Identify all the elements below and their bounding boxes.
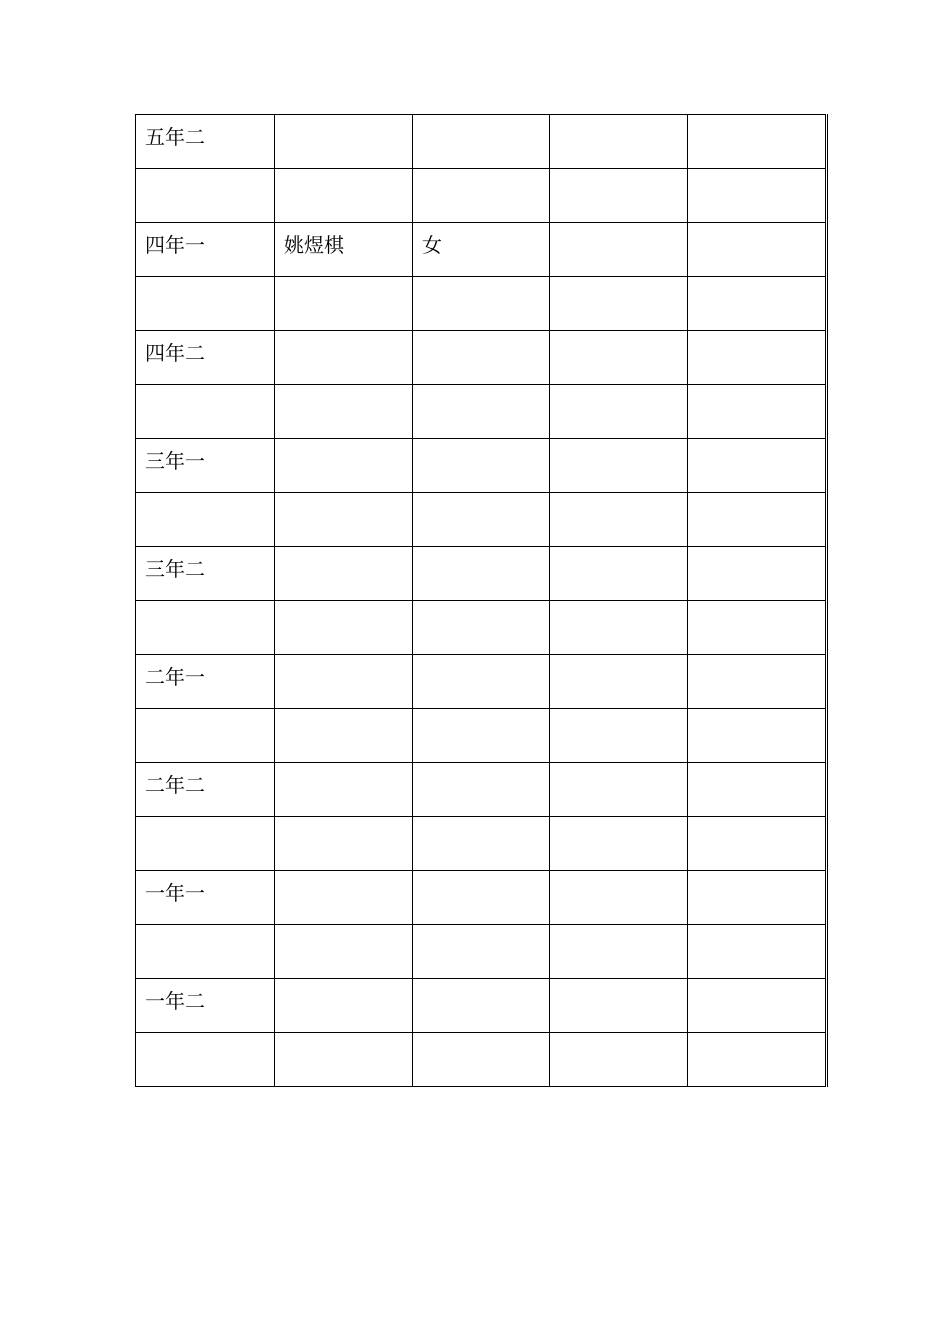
table-row	[136, 655, 827, 709]
cell-text	[422, 763, 549, 775]
cell-text: 一年二	[145, 989, 205, 1013]
cell-text	[422, 871, 549, 883]
table-cell	[550, 493, 688, 547]
table-row	[136, 1033, 827, 1087]
table-cell	[413, 547, 550, 601]
table-cell	[275, 925, 413, 979]
table-cell	[413, 115, 550, 169]
table-cell	[275, 979, 413, 1033]
table-cell	[275, 817, 413, 871]
table-cell	[413, 925, 550, 979]
table-cell	[550, 601, 688, 655]
table-cell	[688, 169, 827, 223]
class-cell	[136, 439, 275, 493]
table-cell	[550, 439, 688, 493]
cell-text	[145, 709, 274, 721]
cell-text	[697, 493, 825, 505]
cell-text	[559, 439, 687, 451]
table-row	[136, 277, 827, 331]
cell-text	[422, 385, 549, 397]
table-row	[136, 439, 827, 493]
cell-text	[284, 655, 412, 667]
class-cell	[136, 385, 275, 439]
table-cell	[550, 331, 688, 385]
cell-text	[559, 817, 687, 829]
cell-text	[284, 979, 412, 991]
table-row	[136, 871, 827, 925]
table-row	[136, 547, 827, 601]
table-cell	[688, 871, 827, 925]
table-cell	[550, 1033, 688, 1087]
table-cell	[688, 817, 827, 871]
cell-text	[559, 709, 687, 721]
class-cell	[136, 655, 275, 709]
cell-text	[559, 115, 687, 127]
cell-text	[284, 115, 412, 127]
class-cell	[136, 601, 275, 655]
table-cell	[413, 871, 550, 925]
cell-text	[559, 871, 687, 883]
table-row	[136, 115, 827, 169]
cell-text	[559, 655, 687, 667]
class-cell	[136, 763, 275, 817]
cell-text	[422, 655, 549, 667]
cell-text: 二年一	[145, 665, 205, 689]
cell-text	[697, 277, 825, 289]
table-cell	[413, 223, 550, 277]
cell-text	[697, 223, 825, 235]
cell-text	[697, 331, 825, 343]
table-cell	[550, 169, 688, 223]
table-cell	[688, 439, 827, 493]
cell-text	[422, 817, 549, 829]
cell-text	[422, 331, 549, 343]
table-cell	[550, 817, 688, 871]
class-cell	[136, 493, 275, 547]
cell-text	[284, 385, 412, 397]
cell-text	[284, 871, 412, 883]
table-cell	[550, 115, 688, 169]
table-cell	[275, 439, 413, 493]
cell-text: 姚煜棋	[284, 233, 344, 257]
cell-text	[145, 169, 274, 181]
cell-text	[422, 925, 549, 937]
table-cell	[275, 493, 413, 547]
cell-text	[145, 493, 274, 505]
cell-text	[145, 925, 274, 937]
cell-text	[422, 547, 549, 559]
class-cell	[136, 979, 275, 1033]
table-cell	[688, 115, 827, 169]
table-cell	[275, 763, 413, 817]
table-cell	[413, 817, 550, 871]
table-cell	[413, 763, 550, 817]
table-cell	[275, 277, 413, 331]
cell-text	[145, 277, 274, 289]
cell-text	[422, 115, 549, 127]
class-cell	[136, 925, 275, 979]
cell-text	[697, 1033, 825, 1045]
class-cell	[136, 547, 275, 601]
roster-table-wrapper	[135, 114, 828, 1087]
class-cell	[136, 817, 275, 871]
table-row	[136, 331, 827, 385]
table-row	[136, 601, 827, 655]
table-row	[136, 817, 827, 871]
table-cell	[275, 547, 413, 601]
table-cell	[550, 925, 688, 979]
cell-text	[559, 763, 687, 775]
cell-text	[422, 277, 549, 289]
table-row	[136, 763, 827, 817]
cell-text	[284, 277, 412, 289]
cell-text	[697, 763, 825, 775]
cell-text: 四年二	[145, 341, 205, 365]
table-cell	[413, 277, 550, 331]
table-cell	[413, 169, 550, 223]
cell-text	[697, 925, 825, 937]
table-cell	[688, 925, 827, 979]
class-cell	[136, 223, 275, 277]
cell-text	[284, 493, 412, 505]
class-cell	[136, 1033, 275, 1087]
table-row	[136, 493, 827, 547]
table-cell	[550, 709, 688, 763]
table-cell	[275, 169, 413, 223]
table-cell	[688, 979, 827, 1033]
table-cell	[688, 547, 827, 601]
table-cell	[413, 493, 550, 547]
table-cell	[688, 1033, 827, 1087]
table-cell	[275, 655, 413, 709]
cell-text	[284, 169, 412, 181]
table-cell	[413, 439, 550, 493]
cell-text	[284, 1033, 412, 1045]
cell-text	[145, 385, 274, 397]
roster-table	[135, 114, 828, 1087]
cell-text: 一年一	[145, 881, 205, 905]
table-cell	[413, 331, 550, 385]
table-cell	[413, 655, 550, 709]
cell-text	[422, 1033, 549, 1045]
table-cell	[688, 385, 827, 439]
class-cell	[136, 169, 275, 223]
cell-text: 女	[422, 233, 442, 257]
cell-text	[284, 439, 412, 451]
table-cell	[413, 601, 550, 655]
cell-text: 三年二	[145, 557, 205, 581]
table-cell	[550, 385, 688, 439]
table-cell	[275, 709, 413, 763]
cell-text	[284, 763, 412, 775]
table-row	[136, 169, 827, 223]
cell-text	[145, 1033, 274, 1045]
cell-text	[559, 979, 687, 991]
cell-text	[422, 493, 549, 505]
table-cell	[275, 115, 413, 169]
cell-text	[559, 601, 687, 613]
table-cell	[413, 709, 550, 763]
cell-text	[145, 601, 274, 613]
table-cell	[275, 1033, 413, 1087]
cell-text	[284, 817, 412, 829]
cell-text	[284, 601, 412, 613]
table-cell	[688, 331, 827, 385]
cell-text	[559, 385, 687, 397]
table-cell	[550, 547, 688, 601]
cell-text	[697, 601, 825, 613]
class-cell	[136, 331, 275, 385]
cell-text	[284, 547, 412, 559]
cell-text	[559, 547, 687, 559]
cell-text	[145, 817, 274, 829]
table-cell	[688, 709, 827, 763]
table-row	[136, 223, 827, 277]
cell-text	[422, 979, 549, 991]
cell-text	[559, 493, 687, 505]
table-row	[136, 709, 827, 763]
table-cell	[688, 655, 827, 709]
cell-text	[284, 925, 412, 937]
cell-text	[422, 709, 549, 721]
table-cell	[275, 385, 413, 439]
table-cell	[550, 223, 688, 277]
cell-text	[697, 817, 825, 829]
table-cell	[550, 277, 688, 331]
cell-text	[422, 169, 549, 181]
table-cell	[413, 979, 550, 1033]
cell-text	[284, 331, 412, 343]
class-cell	[136, 709, 275, 763]
cell-text	[559, 223, 687, 235]
cell-text: 二年二	[145, 773, 205, 797]
table-cell	[688, 763, 827, 817]
cell-text: 四年一	[145, 233, 205, 257]
table-cell	[550, 871, 688, 925]
cell-text	[559, 925, 687, 937]
class-cell	[136, 115, 275, 169]
cell-text	[284, 709, 412, 721]
cell-text	[697, 115, 825, 127]
table-cell	[688, 493, 827, 547]
table-cell	[413, 385, 550, 439]
cell-text	[697, 439, 825, 451]
table-cell	[688, 601, 827, 655]
table-cell	[275, 601, 413, 655]
table-cell	[550, 979, 688, 1033]
cell-text	[697, 169, 825, 181]
cell-text	[559, 169, 687, 181]
cell-text	[697, 871, 825, 883]
table-row	[136, 925, 827, 979]
cell-text	[697, 385, 825, 397]
class-cell	[136, 871, 275, 925]
table-cell	[275, 331, 413, 385]
table-row	[136, 979, 827, 1033]
table-cell	[688, 277, 827, 331]
cell-text: 三年一	[145, 449, 205, 473]
cell-text	[697, 655, 825, 667]
table-cell	[413, 1033, 550, 1087]
class-cell	[136, 277, 275, 331]
cell-text	[697, 709, 825, 721]
table-cell	[688, 223, 827, 277]
table-row	[136, 385, 827, 439]
cell-text	[697, 979, 825, 991]
cell-text	[422, 601, 549, 613]
table-cell	[550, 763, 688, 817]
cell-text	[559, 1033, 687, 1045]
cell-text	[697, 547, 825, 559]
table-cell	[275, 223, 413, 277]
cell-text	[422, 439, 549, 451]
cell-text	[559, 331, 687, 343]
table-cell	[275, 871, 413, 925]
roster-table-body	[136, 115, 827, 1087]
cell-text: 五年二	[145, 125, 205, 149]
cell-text	[559, 277, 687, 289]
table-cell	[550, 655, 688, 709]
